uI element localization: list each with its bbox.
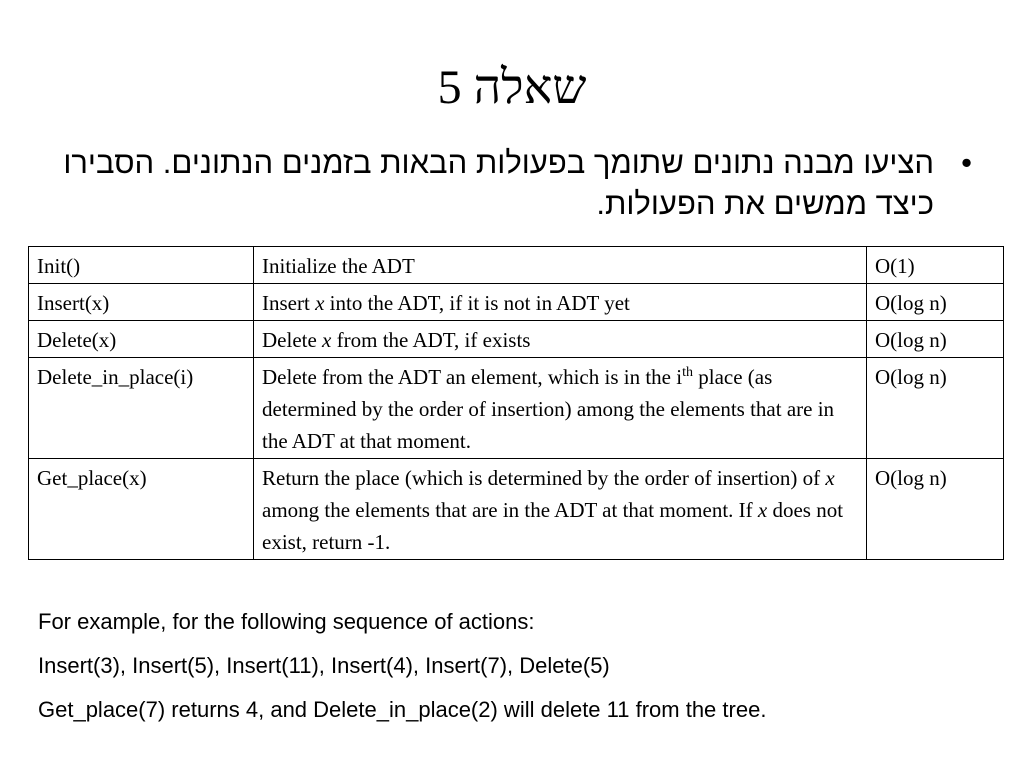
table-row	[29, 284, 1004, 321]
superscript-th: th	[682, 365, 693, 380]
table-row	[29, 358, 1004, 459]
example-intro: For example, for the following sequence of actions:	[38, 609, 535, 634]
variable-x: x	[315, 291, 325, 315]
example-section	[38, 600, 998, 732]
variable-x: x	[322, 328, 332, 352]
bullet-dot: •	[961, 145, 972, 180]
description-text: Initialize the ADT	[262, 254, 415, 278]
description-text: Delete	[262, 328, 323, 352]
operation-cell: Get_place(x)	[29, 459, 254, 560]
table-row	[29, 247, 1004, 284]
question-bullet	[52, 142, 972, 224]
description-cell	[254, 247, 867, 284]
operation-cell: Delete_in_place(i)	[29, 358, 254, 459]
description-text: from the ADT, if exists	[331, 328, 531, 352]
description-text: place (as determined by the order of insertion) among the elements that are in the ADT at that moment.	[262, 365, 835, 453]
complexity-cell: O(1)	[867, 247, 1004, 284]
description-cell	[254, 284, 867, 321]
operation-cell: Delete(x)	[29, 321, 254, 358]
operation-cell: Insert(x)	[29, 284, 254, 321]
complexity-cell: O(log n)	[867, 321, 1004, 358]
table-row	[29, 321, 1004, 358]
complexity-cell: O(log n)	[867, 459, 1004, 560]
variable-x: x	[757, 498, 768, 522]
operations-table	[28, 246, 1004, 560]
example-sequence: Insert(3), Insert(5), Insert(11), Insert(4), Insert(7), Delete(5)	[38, 653, 610, 678]
question-text: הציעו מבנה נתונים שתומך בפעולות הבאות בזמנים הנתונים. הסבירו כיצד ממשים את הפעולות.	[63, 145, 934, 221]
description-text: Return the place (which is determined by the order of insertion) of	[262, 466, 826, 490]
complexity-cell: O(log n)	[867, 284, 1004, 321]
example-result: Get_place(7) returns 4, and Delete_in_place(2) will delete 11 from the tree.	[38, 697, 767, 722]
description-text: Delete from the ADT an element, which is in the i	[262, 365, 683, 389]
description-cell	[254, 358, 867, 459]
table-row	[29, 459, 1004, 560]
description-cell	[254, 459, 867, 560]
variable-x: x	[825, 466, 835, 490]
slide-title: שאלה 5	[437, 61, 587, 114]
complexity-cell: O(log n)	[867, 358, 1004, 459]
description-text: does not exist, return -1.	[262, 498, 844, 554]
description-text: among the elements that are in the ADT at that moment. If	[262, 498, 758, 522]
description-text: into the ADT, if it is not in ADT yet	[324, 291, 630, 315]
operation-cell: Init()	[29, 247, 254, 284]
description-cell	[254, 321, 867, 358]
description-text: Insert	[262, 291, 316, 315]
